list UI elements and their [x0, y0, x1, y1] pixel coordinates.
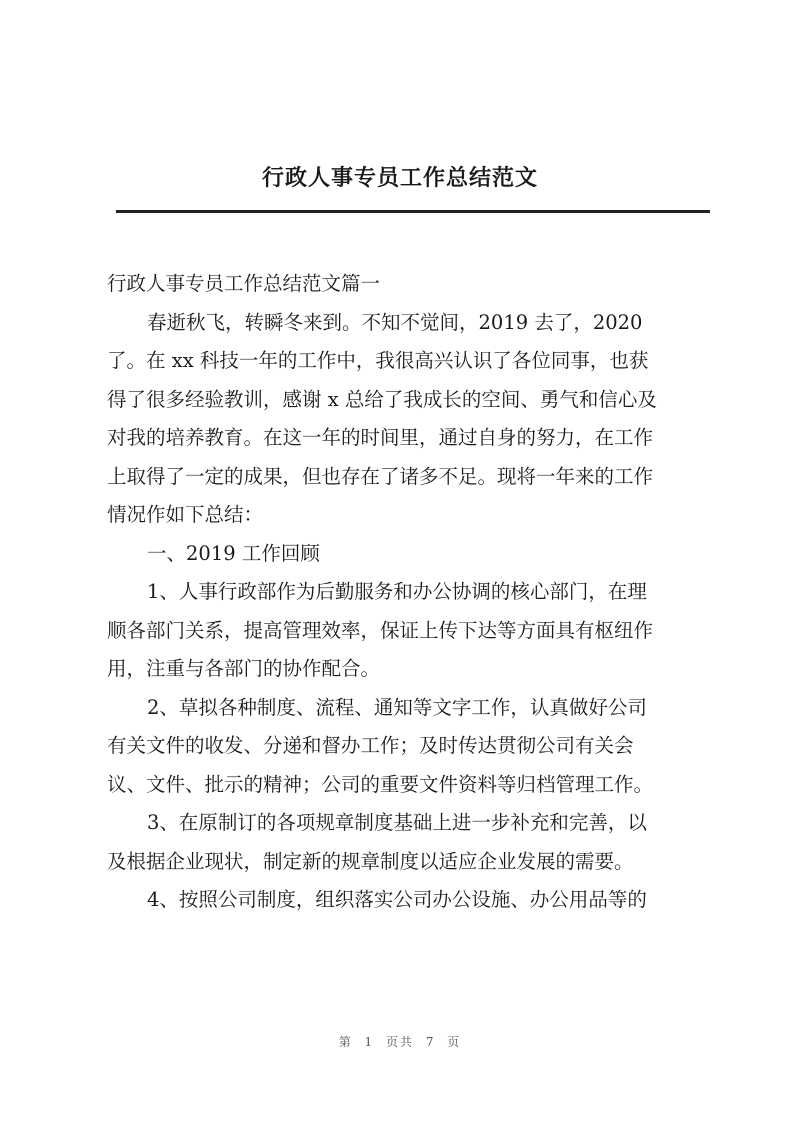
paragraph-line: 用，注重与各部门的协作配合。: [107, 657, 381, 680]
document-title: 行政人事专员工作总结范文: [261, 165, 538, 191]
paragraph-line: 议、文件、批示的精神；公司的重要文件资料等归档管理工作。: [107, 772, 654, 796]
paragraph-line: 1、人事行政部作为后勤服务和办公协调的核心部门，在理: [147, 580, 647, 603]
paragraph-line: 春逝秋飞，转瞬冬来到。不知不觉间，2019 去了，2020: [147, 310, 643, 334]
paragraph-line: 4、按照公司制度，组织落实公司办公设施、办公用品等的: [147, 888, 647, 911]
title-underline: [116, 210, 710, 213]
paragraph-line: 顺各部门关系，提高管理效率，保证上传下达等方面具有枢纽作: [107, 618, 654, 642]
paragraph-line: 3、在原制订的各项规章制度基础上进一步补充和完善，以: [147, 811, 647, 834]
paragraph-line: 2、草拟各种制度、流程、通知等文字工作，认真做好公司: [147, 695, 647, 719]
paragraph-line: 了。在 xx 科技一年的工作中，我很高兴认识了各位同事，也获: [107, 349, 649, 372]
paragraph-line: 上取得了一定的成果，但也存在了诸多不足。现将一年来的工作: [107, 464, 654, 488]
page-number: 第 1 页共 7 页: [338, 1035, 462, 1049]
document-body: [107, 265, 707, 920]
paragraph-line: 情况作如下总结：: [107, 503, 264, 526]
paragraph-line: 对我的培养教育。在这一年的时间里，通过自身的努力，在工作: [107, 426, 654, 449]
paragraph-line: 有关文件的收发、分递和督办工作；及时传达贯彻公司有关会: [107, 734, 634, 757]
subsection-heading: 一、2019 工作回顾: [147, 541, 320, 565]
paragraph-line: 得了很多经验教训，感谢 x 总给了我成长的空间、勇气和信心及: [107, 387, 657, 411]
paragraph-line: 及根据企业现状，制定新的规章制度以适应企业发展的需要。: [107, 849, 634, 873]
section-heading: 行政人事专员工作总结范文篇一: [107, 272, 381, 295]
